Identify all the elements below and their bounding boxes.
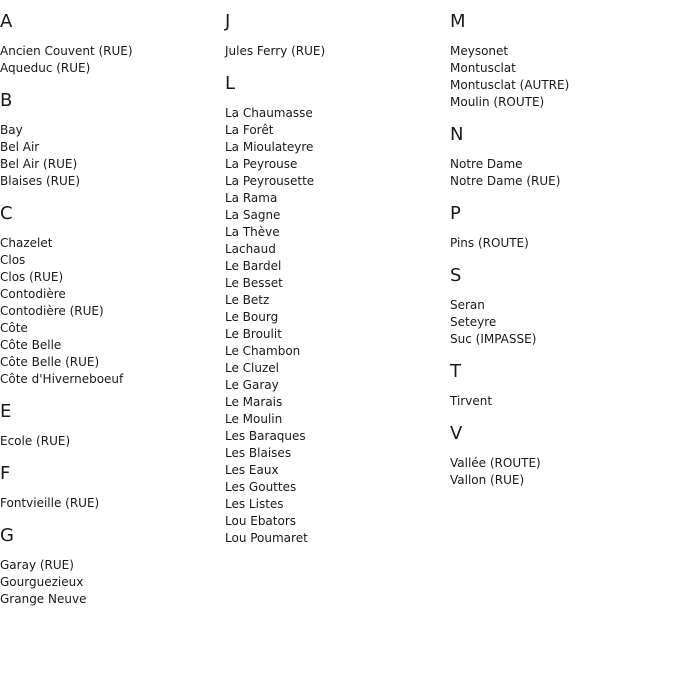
- letter-heading: S: [450, 265, 462, 286]
- street-name: Lou Poumaret: [225, 531, 308, 545]
- street-name: Clos (RUE): [0, 270, 64, 284]
- letter-heading: J: [225, 11, 231, 32]
- letter-group-m: [450, 12, 670, 111]
- letter-heading: N: [450, 124, 464, 145]
- street-name: Le Bardel: [225, 259, 282, 273]
- street-name: Côte Belle: [0, 338, 62, 352]
- street-name: Contodière: [0, 287, 66, 301]
- street-list: [450, 43, 670, 111]
- letter-group-c: [0, 204, 220, 388]
- street-list: [450, 455, 670, 489]
- letter-group-g: [0, 526, 220, 608]
- letter-group-l: [225, 74, 445, 547]
- letter-group-e: [0, 402, 220, 450]
- street-name: Le Chambon: [225, 344, 301, 358]
- street-list: [0, 433, 220, 450]
- letter-group-b: [0, 91, 220, 190]
- street-name: Les Eaux: [225, 463, 279, 477]
- street-name: Le Broulit: [225, 327, 282, 341]
- letter-heading: G: [0, 525, 14, 546]
- street-name: Seran: [450, 298, 485, 312]
- street-list: [450, 235, 670, 252]
- street-name: Montusclat: [450, 61, 516, 75]
- street-name: La Thève: [225, 225, 280, 239]
- street-name: Ecole (RUE): [0, 434, 71, 448]
- street-name: Gourguezieux: [0, 575, 84, 589]
- street-name: Fontvieille (RUE): [0, 496, 100, 510]
- street-name: Les Baraques: [225, 429, 306, 443]
- street-name: Côte d'Hiverneboeuf: [0, 372, 124, 386]
- street-list: [0, 122, 220, 190]
- street-list: [450, 156, 670, 190]
- letter-group-s: [450, 266, 670, 348]
- street-list: [225, 105, 445, 547]
- street-name: La Sagne: [225, 208, 281, 222]
- street-name: Vallon (RUE): [450, 473, 525, 487]
- street-name: Moulin (ROUTE): [450, 95, 545, 109]
- street-list: [0, 557, 220, 608]
- street-name: Bay: [0, 123, 23, 137]
- street-name: La Chaumasse: [225, 106, 313, 120]
- street-name: Le Bourg: [225, 310, 279, 324]
- street-name: Bel Air: [0, 140, 40, 154]
- street-name: Le Marais: [225, 395, 283, 409]
- street-name: Grange Neuve: [0, 592, 87, 606]
- letter-group-v: [450, 424, 670, 489]
- letter-heading: C: [0, 203, 13, 224]
- street-name: Blaises (RUE): [0, 174, 81, 188]
- street-name: Côte: [0, 321, 28, 335]
- street-name: Montusclat (AUTRE): [450, 78, 570, 92]
- street-name: Le Cluzel: [225, 361, 280, 375]
- index-column-2: [225, 12, 445, 561]
- street-name: Bel Air (RUE): [0, 157, 78, 171]
- street-list: [0, 43, 220, 77]
- street-name: La Rama: [225, 191, 278, 205]
- letter-heading: B: [0, 90, 13, 111]
- street-name: Le Betz: [225, 293, 270, 307]
- street-name: Clos: [0, 253, 26, 267]
- letter-heading: P: [450, 203, 461, 224]
- letter-heading: M: [450, 11, 466, 32]
- letter-group-n: [450, 125, 670, 190]
- street-list: [450, 297, 670, 348]
- street-name: Tirvent: [450, 394, 493, 408]
- street-list: [450, 393, 670, 410]
- street-name: La Peyrouse: [225, 157, 298, 171]
- street-name: La Mioulateyre: [225, 140, 314, 154]
- letter-heading: A: [0, 11, 13, 32]
- index-column-3: [450, 12, 670, 503]
- letter-group-p: [450, 204, 670, 252]
- street-name: La Forêt: [225, 123, 274, 137]
- street-name: Le Besset: [225, 276, 283, 290]
- letter-group-t: [450, 362, 670, 410]
- letter-heading: T: [450, 361, 461, 382]
- street-name: Contodière (RUE): [0, 304, 104, 318]
- letter-group-a: [0, 12, 220, 77]
- street-name: Meysonet: [450, 44, 509, 58]
- street-name: Pins (ROUTE): [450, 236, 529, 250]
- index-column-1: [0, 12, 220, 622]
- street-name: Le Garay: [225, 378, 279, 392]
- street-name: Jules Ferry (RUE): [225, 44, 326, 58]
- street-name: Chazelet: [0, 236, 53, 250]
- street-name: Le Moulin: [225, 412, 283, 426]
- letter-heading: L: [225, 73, 236, 94]
- street-list: [225, 43, 445, 60]
- street-name: Lou Ebators: [225, 514, 297, 528]
- street-name: Côte Belle (RUE): [0, 355, 100, 369]
- street-name: Aqueduc (RUE): [0, 61, 91, 75]
- letter-heading: V: [450, 423, 463, 444]
- street-list: [0, 495, 220, 512]
- letter-heading: F: [0, 463, 11, 484]
- street-name: Suc (IMPASSE): [450, 332, 537, 346]
- street-list: [0, 235, 220, 388]
- street-name: Lachaud: [225, 242, 276, 256]
- street-name: La Peyrousette: [225, 174, 315, 188]
- street-name: Les Blaises: [225, 446, 292, 460]
- street-name: Les Gouttes: [225, 480, 297, 494]
- street-name: Garay (RUE): [0, 558, 74, 572]
- street-name: Notre Dame: [450, 157, 523, 171]
- street-name: Seteyre: [450, 315, 497, 329]
- letter-heading: E: [0, 401, 12, 422]
- letter-group-f: [0, 464, 220, 512]
- letter-group-j: [225, 12, 445, 60]
- street-name: Vallée (ROUTE): [450, 456, 541, 470]
- street-name: Ancien Couvent (RUE): [0, 44, 133, 58]
- street-name: Notre Dame (RUE): [450, 174, 561, 188]
- street-name: Les Listes: [225, 497, 284, 511]
